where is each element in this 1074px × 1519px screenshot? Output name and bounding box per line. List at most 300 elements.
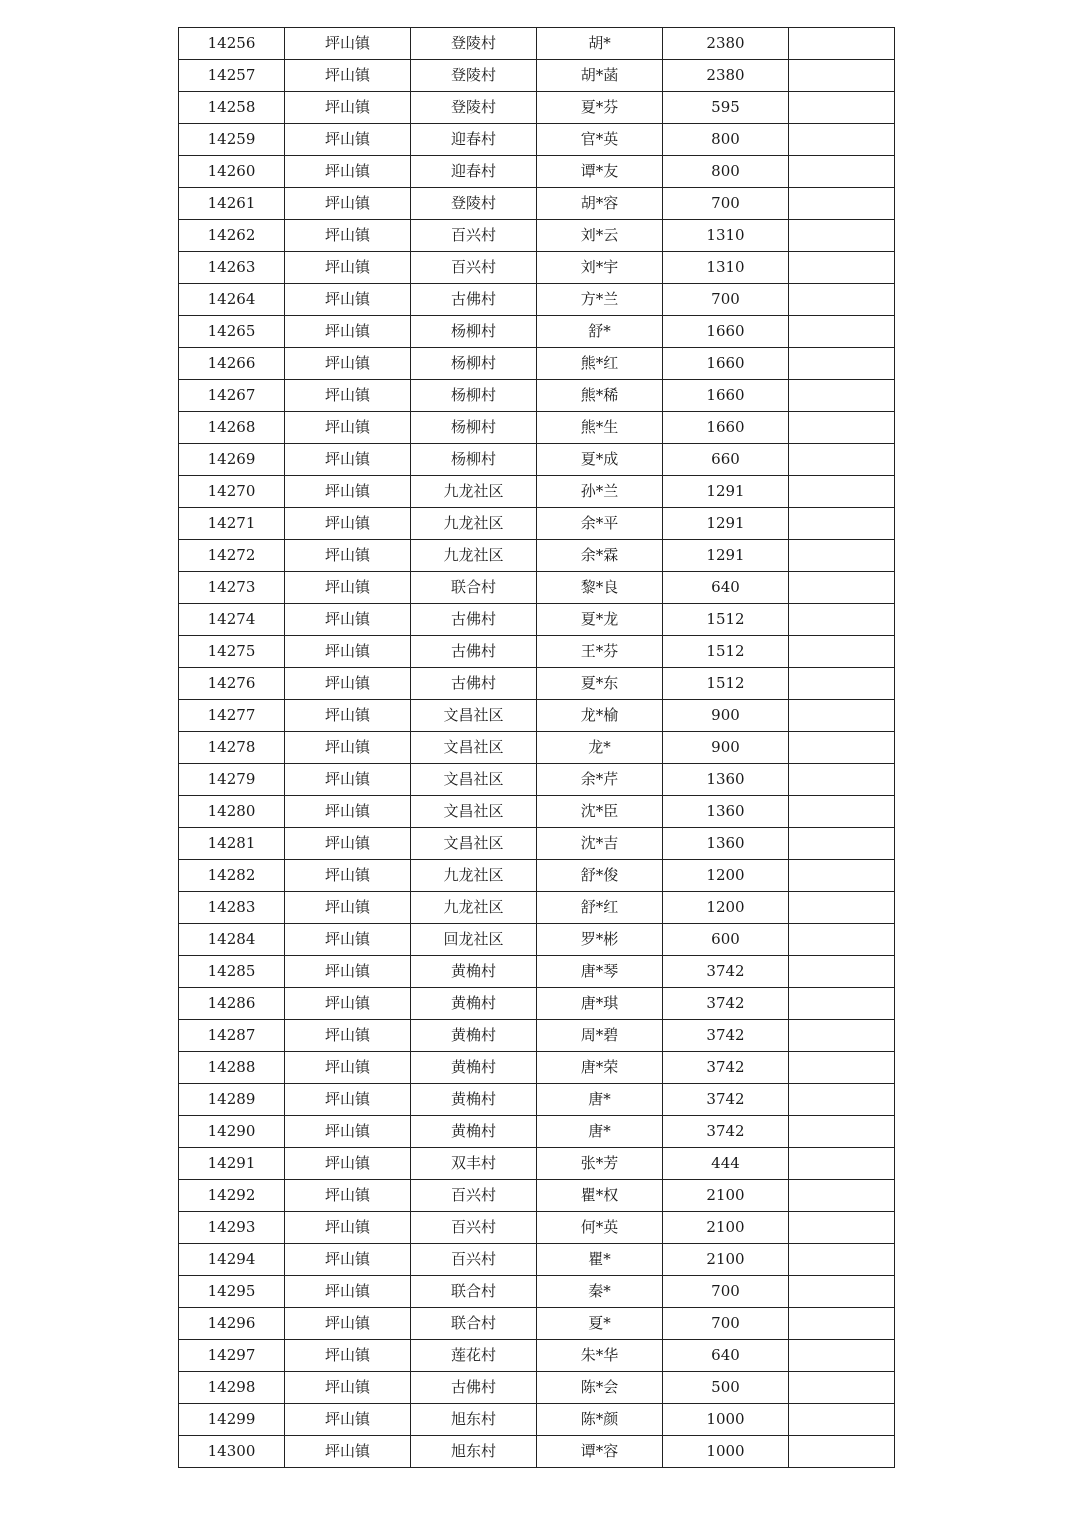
table-row <box>179 220 895 252</box>
cell-note <box>789 156 895 188</box>
cell-name: 唐*琴 <box>537 956 663 988</box>
cell-seq: 14265 <box>179 316 285 348</box>
cell-village: 登陵村 <box>411 188 537 220</box>
cell-village: 百兴村 <box>411 1212 537 1244</box>
cell-note <box>789 956 895 988</box>
cell-note <box>789 1084 895 1116</box>
cell-seq: 14263 <box>179 252 285 284</box>
table-row <box>179 412 895 444</box>
cell-town: 坪山镇 <box>285 956 411 988</box>
cell-village: 黄桷村 <box>411 956 537 988</box>
cell-town: 坪山镇 <box>285 604 411 636</box>
cell-note <box>789 764 895 796</box>
cell-town: 坪山镇 <box>285 828 411 860</box>
cell-amount: 640 <box>663 572 789 604</box>
cell-seq: 14256 <box>179 28 285 60</box>
cell-name: 瞿*权 <box>537 1180 663 1212</box>
table-row <box>179 1020 895 1052</box>
cell-seq: 14278 <box>179 732 285 764</box>
cell-name: 王*芬 <box>537 636 663 668</box>
cell-town: 坪山镇 <box>285 1372 411 1404</box>
cell-note <box>789 1212 895 1244</box>
cell-seq: 14282 <box>179 860 285 892</box>
table-row <box>179 1116 895 1148</box>
cell-seq: 14286 <box>179 988 285 1020</box>
cell-seq: 14267 <box>179 380 285 412</box>
cell-village: 九龙社区 <box>411 860 537 892</box>
cell-note <box>789 92 895 124</box>
cell-amount: 1512 <box>663 604 789 636</box>
cell-seq: 14271 <box>179 508 285 540</box>
cell-name: 熊*红 <box>537 348 663 380</box>
cell-village: 古佛村 <box>411 668 537 700</box>
table-row <box>179 1276 895 1308</box>
cell-village: 百兴村 <box>411 1244 537 1276</box>
cell-amount: 1660 <box>663 348 789 380</box>
cell-amount: 1291 <box>663 476 789 508</box>
table-body <box>179 28 895 1468</box>
cell-name: 谭*友 <box>537 156 663 188</box>
cell-note <box>789 988 895 1020</box>
cell-note <box>789 316 895 348</box>
cell-village: 文昌社区 <box>411 828 537 860</box>
cell-name: 熊*生 <box>537 412 663 444</box>
cell-village: 古佛村 <box>411 636 537 668</box>
cell-seq: 14272 <box>179 540 285 572</box>
cell-amount: 700 <box>663 188 789 220</box>
cell-amount: 1512 <box>663 636 789 668</box>
cell-amount: 1512 <box>663 668 789 700</box>
cell-note <box>789 220 895 252</box>
cell-name: 夏*东 <box>537 668 663 700</box>
cell-seq: 14277 <box>179 700 285 732</box>
cell-amount: 600 <box>663 924 789 956</box>
cell-seq: 14290 <box>179 1116 285 1148</box>
table-row <box>179 892 895 924</box>
cell-town: 坪山镇 <box>285 1276 411 1308</box>
cell-town: 坪山镇 <box>285 156 411 188</box>
table-row <box>179 28 895 60</box>
cell-village: 黄桷村 <box>411 1020 537 1052</box>
cell-seq: 14279 <box>179 764 285 796</box>
table-row <box>179 444 895 476</box>
cell-amount: 2100 <box>663 1244 789 1276</box>
cell-town: 坪山镇 <box>285 1180 411 1212</box>
cell-name: 唐*琪 <box>537 988 663 1020</box>
cell-village: 联合村 <box>411 572 537 604</box>
cell-amount: 1200 <box>663 892 789 924</box>
cell-amount: 1360 <box>663 828 789 860</box>
cell-amount: 640 <box>663 1340 789 1372</box>
cell-name: 熊*稀 <box>537 380 663 412</box>
cell-note <box>789 732 895 764</box>
cell-note <box>789 892 895 924</box>
cell-amount: 700 <box>663 284 789 316</box>
cell-seq: 14270 <box>179 476 285 508</box>
cell-village: 黄桷村 <box>411 1116 537 1148</box>
cell-village: 古佛村 <box>411 284 537 316</box>
table-row <box>179 1244 895 1276</box>
cell-note <box>789 412 895 444</box>
cell-note <box>789 284 895 316</box>
cell-town: 坪山镇 <box>285 860 411 892</box>
cell-seq: 14296 <box>179 1308 285 1340</box>
cell-town: 坪山镇 <box>285 28 411 60</box>
cell-village: 联合村 <box>411 1308 537 1340</box>
cell-town: 坪山镇 <box>285 796 411 828</box>
cell-name: 余*芹 <box>537 764 663 796</box>
cell-note <box>789 1116 895 1148</box>
cell-village: 莲花村 <box>411 1340 537 1372</box>
cell-amount: 1200 <box>663 860 789 892</box>
cell-note <box>789 540 895 572</box>
cell-village: 百兴村 <box>411 220 537 252</box>
cell-note <box>789 1180 895 1212</box>
table-row <box>179 1052 895 1084</box>
cell-town: 坪山镇 <box>285 988 411 1020</box>
cell-seq: 14293 <box>179 1212 285 1244</box>
cell-name: 刘*云 <box>537 220 663 252</box>
cell-seq: 14258 <box>179 92 285 124</box>
cell-seq: 14295 <box>179 1276 285 1308</box>
table-row <box>179 572 895 604</box>
cell-seq: 14297 <box>179 1340 285 1372</box>
cell-town: 坪山镇 <box>285 668 411 700</box>
cell-name: 夏*成 <box>537 444 663 476</box>
table-row <box>179 924 895 956</box>
cell-village: 文昌社区 <box>411 796 537 828</box>
cell-note <box>789 1404 895 1436</box>
cell-name: 胡*菡 <box>537 60 663 92</box>
cell-name: 黎*良 <box>537 572 663 604</box>
table-row <box>179 540 895 572</box>
cell-town: 坪山镇 <box>285 60 411 92</box>
cell-town: 坪山镇 <box>285 1148 411 1180</box>
cell-village: 迎春村 <box>411 156 537 188</box>
document-page <box>178 27 894 1468</box>
cell-name: 胡* <box>537 28 663 60</box>
table-row <box>179 92 895 124</box>
cell-note <box>789 700 895 732</box>
cell-note <box>789 924 895 956</box>
cell-town: 坪山镇 <box>285 380 411 412</box>
cell-town: 坪山镇 <box>285 892 411 924</box>
table-row <box>179 476 895 508</box>
cell-town: 坪山镇 <box>285 444 411 476</box>
cell-town: 坪山镇 <box>285 1340 411 1372</box>
cell-amount: 1660 <box>663 316 789 348</box>
cell-amount: 500 <box>663 1372 789 1404</box>
cell-village: 杨柳村 <box>411 444 537 476</box>
cell-town: 坪山镇 <box>285 1020 411 1052</box>
cell-village: 迎春村 <box>411 124 537 156</box>
table-row <box>179 1212 895 1244</box>
cell-village: 登陵村 <box>411 28 537 60</box>
cell-seq: 14260 <box>179 156 285 188</box>
cell-seq: 14259 <box>179 124 285 156</box>
cell-name: 陈*颜 <box>537 1404 663 1436</box>
cell-town: 坪山镇 <box>285 1404 411 1436</box>
cell-name: 余*霖 <box>537 540 663 572</box>
cell-name: 舒*俊 <box>537 860 663 892</box>
cell-town: 坪山镇 <box>285 700 411 732</box>
cell-amount: 1291 <box>663 508 789 540</box>
table-row <box>179 732 895 764</box>
cell-seq: 14261 <box>179 188 285 220</box>
cell-name: 唐*荣 <box>537 1052 663 1084</box>
table-row <box>179 1148 895 1180</box>
cell-village: 九龙社区 <box>411 508 537 540</box>
cell-name: 方*兰 <box>537 284 663 316</box>
cell-amount: 3742 <box>663 1052 789 1084</box>
cell-town: 坪山镇 <box>285 540 411 572</box>
cell-note <box>789 1276 895 1308</box>
cell-seq: 14298 <box>179 1372 285 1404</box>
cell-amount: 3742 <box>663 1116 789 1148</box>
cell-name: 朱*华 <box>537 1340 663 1372</box>
cell-village: 黄桷村 <box>411 1084 537 1116</box>
table-row <box>179 380 895 412</box>
cell-village: 文昌社区 <box>411 700 537 732</box>
cell-village: 九龙社区 <box>411 476 537 508</box>
cell-amount: 900 <box>663 732 789 764</box>
table-row <box>179 956 895 988</box>
table-row <box>179 188 895 220</box>
cell-amount: 800 <box>663 156 789 188</box>
cell-amount: 1660 <box>663 380 789 412</box>
cell-amount: 2380 <box>663 28 789 60</box>
cell-amount: 2100 <box>663 1212 789 1244</box>
cell-note <box>789 860 895 892</box>
cell-name: 谭*容 <box>537 1436 663 1468</box>
cell-amount: 800 <box>663 124 789 156</box>
cell-village: 黄桷村 <box>411 988 537 1020</box>
cell-note <box>789 380 895 412</box>
cell-name: 夏* <box>537 1308 663 1340</box>
cell-name: 周*碧 <box>537 1020 663 1052</box>
cell-note <box>789 1436 895 1468</box>
cell-amount: 2100 <box>663 1180 789 1212</box>
cell-village: 文昌社区 <box>411 732 537 764</box>
cell-name: 沈*臣 <box>537 796 663 828</box>
cell-seq: 14274 <box>179 604 285 636</box>
cell-amount: 700 <box>663 1308 789 1340</box>
cell-village: 旭东村 <box>411 1404 537 1436</box>
cell-note <box>789 668 895 700</box>
cell-village: 杨柳村 <box>411 412 537 444</box>
cell-note <box>789 1340 895 1372</box>
cell-note <box>789 188 895 220</box>
cell-town: 坪山镇 <box>285 1308 411 1340</box>
cell-note <box>789 1308 895 1340</box>
table-row <box>179 988 895 1020</box>
table-row <box>179 284 895 316</box>
cell-name: 瞿* <box>537 1244 663 1276</box>
cell-name: 夏*龙 <box>537 604 663 636</box>
cell-amount: 1360 <box>663 796 789 828</box>
cell-town: 坪山镇 <box>285 1212 411 1244</box>
table-row <box>179 60 895 92</box>
cell-seq: 14300 <box>179 1436 285 1468</box>
table-row <box>179 796 895 828</box>
cell-note <box>789 1244 895 1276</box>
cell-seq: 14273 <box>179 572 285 604</box>
cell-town: 坪山镇 <box>285 284 411 316</box>
cell-town: 坪山镇 <box>285 572 411 604</box>
cell-village: 登陵村 <box>411 92 537 124</box>
cell-amount: 660 <box>663 444 789 476</box>
cell-note <box>789 796 895 828</box>
cell-seq: 14275 <box>179 636 285 668</box>
cell-village: 百兴村 <box>411 1180 537 1212</box>
cell-amount: 1310 <box>663 220 789 252</box>
cell-town: 坪山镇 <box>285 636 411 668</box>
cell-amount: 700 <box>663 1276 789 1308</box>
cell-name: 罗*彬 <box>537 924 663 956</box>
cell-town: 坪山镇 <box>285 92 411 124</box>
cell-village: 古佛村 <box>411 604 537 636</box>
cell-seq: 14269 <box>179 444 285 476</box>
cell-seq: 14284 <box>179 924 285 956</box>
cell-village: 黄桷村 <box>411 1052 537 1084</box>
table-row <box>179 316 895 348</box>
cell-town: 坪山镇 <box>285 124 411 156</box>
cell-note <box>789 1372 895 1404</box>
cell-amount: 1000 <box>663 1404 789 1436</box>
cell-amount: 1660 <box>663 412 789 444</box>
cell-name: 舒* <box>537 316 663 348</box>
table-row <box>179 828 895 860</box>
cell-seq: 14294 <box>179 1244 285 1276</box>
cell-village: 双丰村 <box>411 1148 537 1180</box>
cell-name: 舒*红 <box>537 892 663 924</box>
cell-note <box>789 1148 895 1180</box>
cell-note <box>789 572 895 604</box>
cell-town: 坪山镇 <box>285 732 411 764</box>
cell-seq: 14264 <box>179 284 285 316</box>
cell-note <box>789 1052 895 1084</box>
cell-town: 坪山镇 <box>285 252 411 284</box>
cell-seq: 14268 <box>179 412 285 444</box>
cell-town: 坪山镇 <box>285 316 411 348</box>
cell-amount: 1310 <box>663 252 789 284</box>
cell-town: 坪山镇 <box>285 220 411 252</box>
table-row <box>179 1308 895 1340</box>
cell-amount: 1360 <box>663 764 789 796</box>
table-row <box>179 636 895 668</box>
table-row <box>179 156 895 188</box>
cell-note <box>789 252 895 284</box>
cell-note <box>789 604 895 636</box>
cell-seq: 14285 <box>179 956 285 988</box>
cell-town: 坪山镇 <box>285 1436 411 1468</box>
cell-seq: 14288 <box>179 1052 285 1084</box>
cell-amount: 900 <box>663 700 789 732</box>
cell-seq: 14289 <box>179 1084 285 1116</box>
cell-village: 古佛村 <box>411 1372 537 1404</box>
table-row <box>179 1084 895 1116</box>
cell-village: 旭东村 <box>411 1436 537 1468</box>
cell-town: 坪山镇 <box>285 412 411 444</box>
cell-seq: 14276 <box>179 668 285 700</box>
cell-town: 坪山镇 <box>285 1052 411 1084</box>
cell-amount: 3742 <box>663 1020 789 1052</box>
cell-note <box>789 476 895 508</box>
cell-town: 坪山镇 <box>285 188 411 220</box>
cell-amount: 1291 <box>663 540 789 572</box>
cell-name: 陈*会 <box>537 1372 663 1404</box>
cell-name: 龙* <box>537 732 663 764</box>
cell-note <box>789 1020 895 1052</box>
cell-name: 龙*榆 <box>537 700 663 732</box>
table-row <box>179 1404 895 1436</box>
cell-seq: 14281 <box>179 828 285 860</box>
cell-village: 百兴村 <box>411 252 537 284</box>
cell-village: 回龙社区 <box>411 924 537 956</box>
table-row <box>179 1436 895 1468</box>
cell-seq: 14262 <box>179 220 285 252</box>
cell-seq: 14299 <box>179 1404 285 1436</box>
cell-village: 文昌社区 <box>411 764 537 796</box>
cell-note <box>789 828 895 860</box>
cell-town: 坪山镇 <box>285 1116 411 1148</box>
cell-amount: 3742 <box>663 988 789 1020</box>
cell-amount: 2380 <box>663 60 789 92</box>
table-row <box>179 348 895 380</box>
cell-town: 坪山镇 <box>285 348 411 380</box>
cell-name: 刘*宇 <box>537 252 663 284</box>
data-table <box>178 27 895 1468</box>
table-row <box>179 1372 895 1404</box>
cell-note <box>789 636 895 668</box>
cell-name: 唐* <box>537 1116 663 1148</box>
cell-village: 杨柳村 <box>411 348 537 380</box>
table-row <box>179 860 895 892</box>
cell-amount: 1000 <box>663 1436 789 1468</box>
cell-seq: 14266 <box>179 348 285 380</box>
table-row <box>179 668 895 700</box>
table-row <box>179 1340 895 1372</box>
cell-seq: 14280 <box>179 796 285 828</box>
cell-name: 秦* <box>537 1276 663 1308</box>
cell-note <box>789 60 895 92</box>
cell-note <box>789 28 895 60</box>
cell-amount: 444 <box>663 1148 789 1180</box>
table-row <box>179 604 895 636</box>
cell-seq: 14287 <box>179 1020 285 1052</box>
cell-name: 余*平 <box>537 508 663 540</box>
cell-seq: 14257 <box>179 60 285 92</box>
cell-name: 沈*吉 <box>537 828 663 860</box>
cell-name: 唐* <box>537 1084 663 1116</box>
cell-name: 官*英 <box>537 124 663 156</box>
table-row <box>179 764 895 796</box>
cell-village: 杨柳村 <box>411 380 537 412</box>
cell-town: 坪山镇 <box>285 764 411 796</box>
cell-seq: 14292 <box>179 1180 285 1212</box>
cell-name: 何*英 <box>537 1212 663 1244</box>
cell-town: 坪山镇 <box>285 1244 411 1276</box>
cell-town: 坪山镇 <box>285 1084 411 1116</box>
cell-town: 坪山镇 <box>285 924 411 956</box>
cell-note <box>789 348 895 380</box>
cell-note <box>789 508 895 540</box>
cell-seq: 14291 <box>179 1148 285 1180</box>
table-row <box>179 1180 895 1212</box>
cell-name: 胡*容 <box>537 188 663 220</box>
cell-village: 九龙社区 <box>411 540 537 572</box>
cell-amount: 3742 <box>663 956 789 988</box>
